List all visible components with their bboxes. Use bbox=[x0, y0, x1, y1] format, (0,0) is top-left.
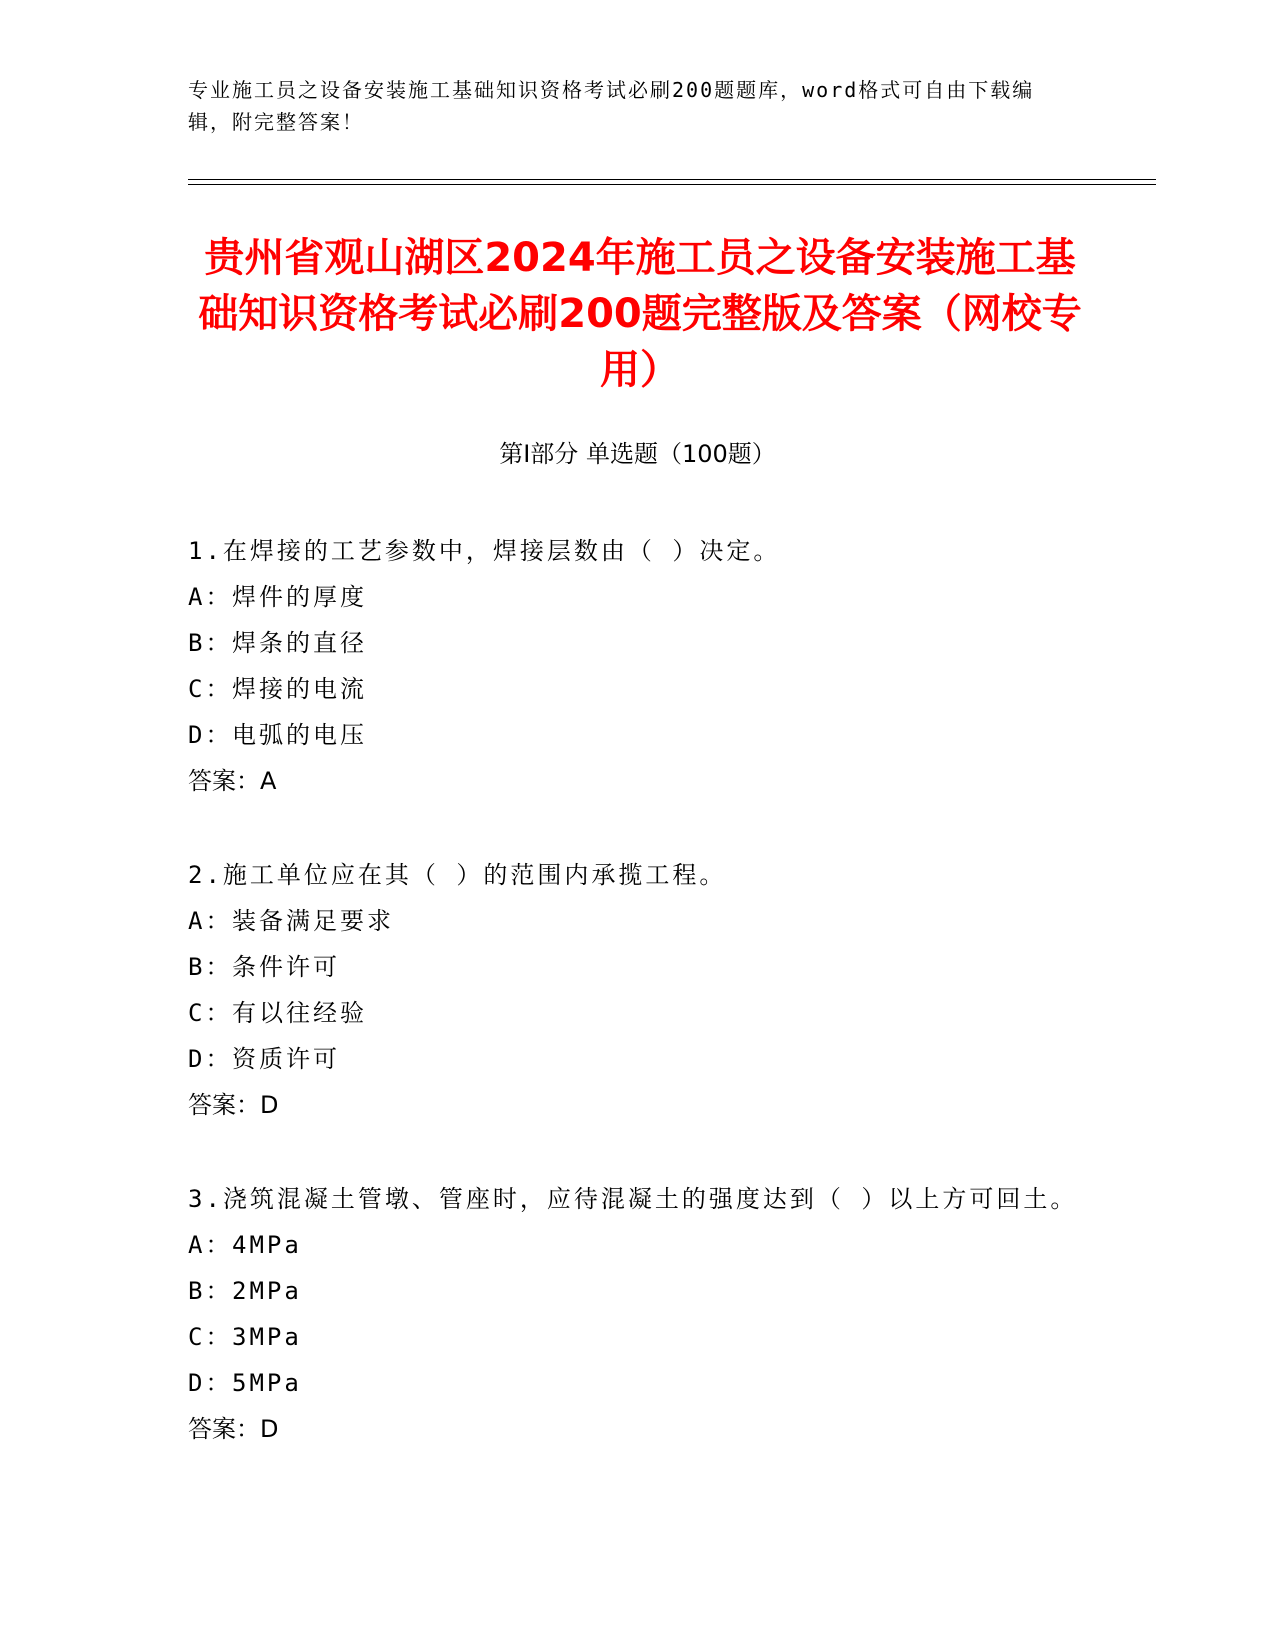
question-3 bbox=[188, 1176, 1088, 1452]
question-1 bbox=[188, 528, 1088, 804]
question-stem: 2.施工单位应在其（ ）的范围内承揽工程。 bbox=[188, 861, 727, 889]
option-label: D： bbox=[188, 1045, 233, 1073]
option-label: B： bbox=[188, 1277, 233, 1305]
option-b bbox=[188, 944, 1088, 990]
header-divider-top bbox=[188, 179, 1156, 180]
option-b bbox=[188, 620, 1088, 666]
option-d bbox=[188, 1360, 1088, 1406]
option-text: 2MPa bbox=[232, 1277, 302, 1305]
answer-line: 答案：D bbox=[188, 1415, 279, 1443]
option-text: 资质许可 bbox=[232, 1045, 340, 1073]
question-list bbox=[188, 528, 1088, 1500]
option-text: 焊接的电流 bbox=[232, 675, 367, 703]
answer-line: 答案：D bbox=[188, 1091, 279, 1119]
option-text: 5MPa bbox=[232, 1369, 302, 1397]
section-heading: 第I部分 单选题（100题） bbox=[499, 440, 776, 468]
question-stem: 1.在焊接的工艺参数中，焊接层数由（ ）决定。 bbox=[188, 537, 781, 565]
option-label: D： bbox=[188, 1369, 233, 1397]
option-label: C： bbox=[188, 1323, 233, 1351]
option-b bbox=[188, 1268, 1088, 1314]
option-a bbox=[188, 574, 1088, 620]
option-label: A： bbox=[188, 583, 233, 611]
option-d bbox=[188, 712, 1088, 758]
option-text: 4MPa bbox=[232, 1231, 302, 1259]
option-text: 电弧的电压 bbox=[232, 721, 367, 749]
option-text: 焊条的直径 bbox=[232, 629, 367, 657]
option-d bbox=[188, 1036, 1088, 1082]
option-a bbox=[188, 898, 1088, 944]
option-label: A： bbox=[188, 1231, 233, 1259]
option-text: 装备满足要求 bbox=[232, 907, 394, 935]
option-label: A： bbox=[188, 907, 233, 935]
option-label: B： bbox=[188, 953, 233, 981]
option-c bbox=[188, 1314, 1088, 1360]
option-c bbox=[188, 666, 1088, 712]
option-a bbox=[188, 1222, 1088, 1268]
option-label: B： bbox=[188, 629, 233, 657]
header-divider-bottom bbox=[188, 184, 1156, 185]
option-text: 条件许可 bbox=[232, 953, 340, 981]
answer-line: 答案：A bbox=[188, 767, 277, 795]
option-c bbox=[188, 990, 1088, 1036]
option-text: 3MPa bbox=[232, 1323, 302, 1351]
option-label: D： bbox=[188, 721, 233, 749]
option-text: 有以往经验 bbox=[232, 999, 367, 1027]
question-2 bbox=[188, 852, 1088, 1128]
option-text: 焊件的厚度 bbox=[232, 583, 367, 611]
header-note: 专业施工员之设备安装施工基础知识资格考试必刷200题题库，word格式可自由下载编辑，附完整答案！ bbox=[188, 78, 1035, 134]
question-stem: 3.浇筑混凝土管墩、管座时，应待混凝土的强度达到（ ）以上方可回土。 bbox=[188, 1185, 1078, 1213]
document-title: 贵州省观山湖区2024年施工员之设备安装施工基础知识资格考试必刷200题完整版及答案（网校专用） bbox=[198, 235, 1082, 393]
option-label: C： bbox=[188, 675, 233, 703]
option-label: C： bbox=[188, 999, 233, 1027]
